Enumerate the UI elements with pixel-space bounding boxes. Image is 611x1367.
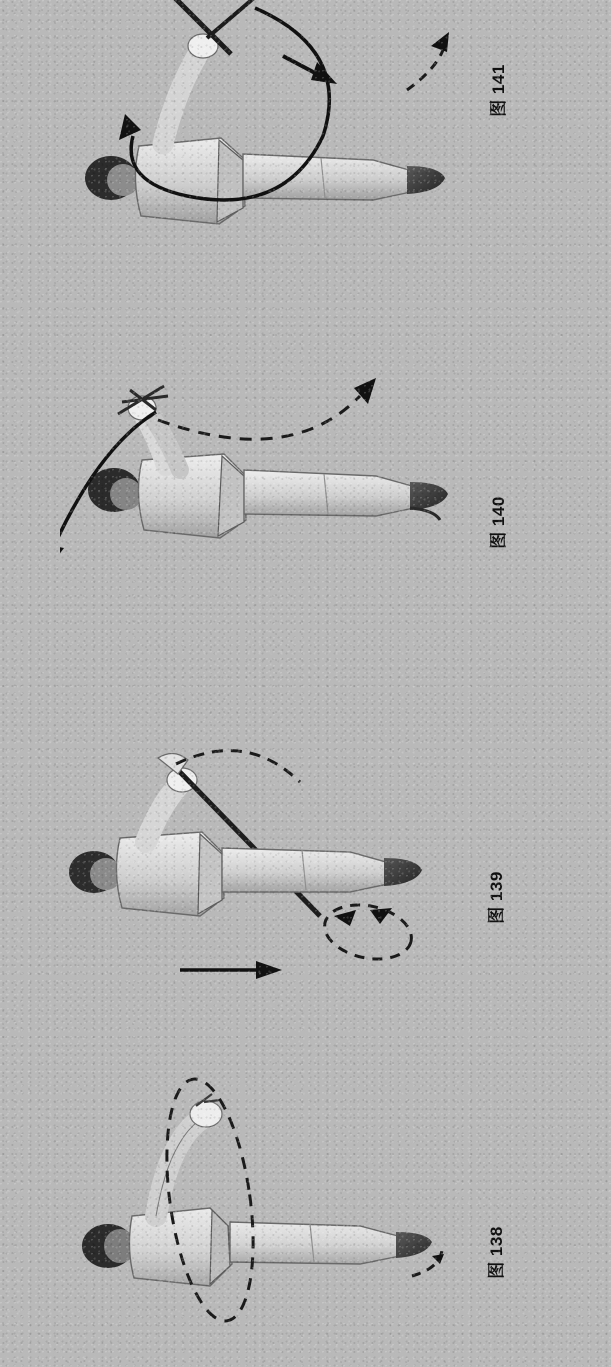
figure-caption-139: 图 139 bbox=[486, 871, 506, 924]
figure-illustration-141 bbox=[55, 0, 495, 290]
figure-illustration-138 bbox=[60, 1050, 480, 1350]
figure-caption-138: 图 138 bbox=[486, 1226, 506, 1279]
figure-panel-139 bbox=[0, 700, 611, 1040]
figure-caption-141: 图 141 bbox=[488, 64, 508, 117]
figure-illustration-140 bbox=[60, 350, 500, 650]
figure-panel-141 bbox=[0, 0, 611, 310]
figure-caption-140: 图 140 bbox=[488, 496, 508, 549]
figure-panel-140 bbox=[0, 310, 611, 700]
figure-illustration-139 bbox=[50, 720, 480, 1020]
figure-panel-138 bbox=[0, 1040, 611, 1367]
